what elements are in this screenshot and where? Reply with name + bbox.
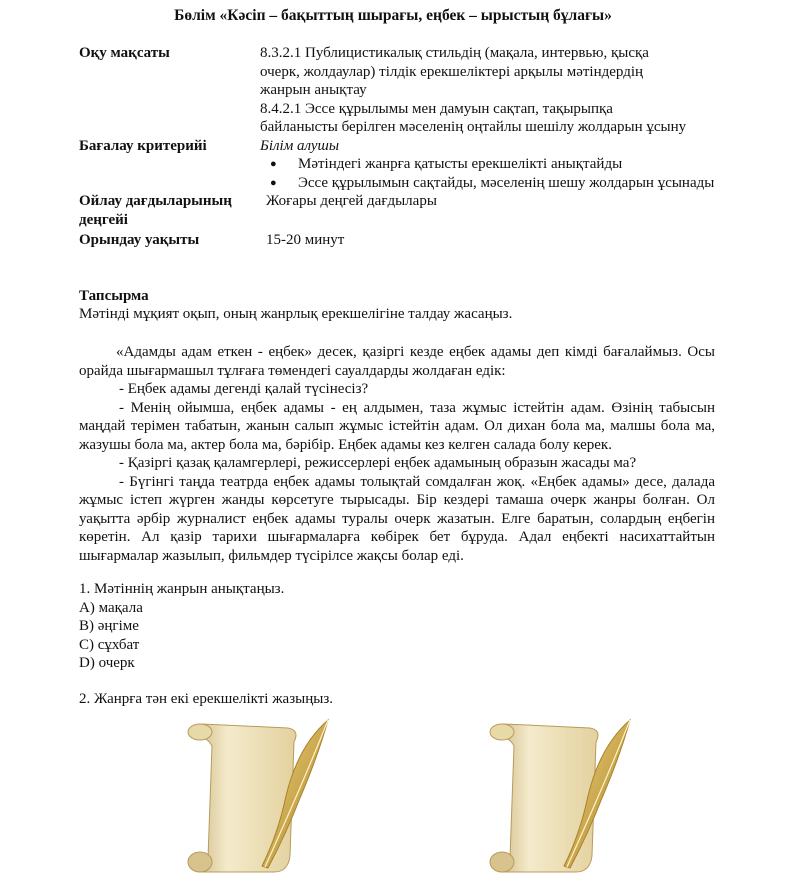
criteria-label: Бағалау критерийі [79, 137, 207, 154]
task-heading: Тапсырма [79, 288, 149, 304]
option-a: A) мақала [79, 599, 143, 616]
interview-text [79, 343, 715, 565]
objective-line: 8.3.2.1 Публицистикалық стильдің (мақала, интервью, қысқа [260, 45, 649, 61]
objective-row [79, 44, 719, 137]
option-c: C) сұхбат [79, 636, 140, 653]
objective-line: очерк, жолдаулар) тілдік ерекшеліктері арқылы мәтіндердің [260, 63, 644, 80]
question-1-text: 1. Мәтіннің жанрын анықтаңыз. [79, 581, 285, 597]
thinking-row [79, 192, 719, 229]
lesson-meta-table [79, 44, 719, 250]
criteria-row [79, 137, 719, 193]
story-paragraph: - Қазіргі қазақ қаламгерлері, режиссерлері еңбек адамының образын жасады ма? [119, 455, 637, 471]
thinking-label: Ойлау дағдыларының деңгейі [79, 193, 232, 228]
criteria-intro: Білім алушы [260, 137, 340, 154]
criteria-list [260, 155, 719, 192]
scroll-quill-icon [480, 716, 640, 886]
option-b: B) әңгіме [79, 618, 139, 634]
time-value: 15-20 минут [266, 232, 345, 248]
time-row [79, 229, 719, 250]
story-paragraph: - Еңбек адамы дегенді қалай түсінесіз? [119, 381, 369, 397]
scroll-quill-icon [178, 716, 338, 886]
criteria-item: ● Эссе құрылымын сақтайды, мәселенің шешу жолдарын ұсынады [298, 174, 719, 193]
criteria-item: ● Мәтіндегі жанрға қатысты ерекшелікті анықтайды [298, 155, 719, 174]
objective-line: байланысты берілген мәселенің оңтайлы шешілу жолдарын ұсыну [260, 119, 687, 135]
section-title: Бөлім «Кәсіп – бақыттың шырағы, еңбек – ырыстың бұлағы» [174, 7, 612, 24]
question-1 [79, 580, 284, 673]
story-paragraph: «Адамды адам еткен - еңбек» десек, қазіргі кезде еңбек адамы деп кімді бағалаймыз. Осы орайда шығармашыл тұлғаға төмендегі сауалдарды жолдаған едік: [79, 344, 715, 379]
objective-label: Оқу мақсаты [79, 45, 170, 61]
criteria-value [260, 137, 719, 193]
option-d: D) очерк [79, 655, 135, 671]
thinking-value: Жоғары деңгей дағдылары [266, 193, 437, 209]
objective-value [260, 44, 719, 137]
task-instruction: Мәтінді мұқият оқып, оның жанрлық ерекшелігіне талдау жасаңыз. [79, 306, 513, 322]
story-paragraph: - Менің ойымша, еңбек адамы - ең алдымен, таза жұмыс істейтін адам. Өзінің табысын маңдай терімен табатын, жанын салып жұмыс істейтін адам. Ол дихан бола ма, малшы бола ма, жазушы бола ма, актер бола ма, бәрібір. Еңбек адамы кез келген салада болу керек. [79, 399, 715, 453]
question-2-text: 2. Жанрға тән екі ерекшелікті жазыңыз. [79, 691, 333, 707]
objective-line: жанрын анықтау [260, 82, 367, 98]
story-paragraph: - Бүгінгі таңда театрда еңбек адамы толықтай сомдалған жоқ. «Еңбек адамы» десе, далада жұмыс істеп жүрген жанды көрсетуге тырысады. Бір кездері тамаша очерк жанры болған. Ол уақытта әрбір журналист еңбек адамы туралы очерк жазатын. Елге баратын, солардың еңбегін көретін. Ал қазір тарихи шығармаларға көбірек бет бұруда. Адал еңбекті насихаттайтын шығармалар жазылып, фильмдер түсірілсе жақсы болар еді. [79, 473, 715, 564]
objective-line: 8.4.2.1 Эссе құрылымы мен дамуын сақтап, тақырыпқа [260, 100, 613, 117]
time-label: Орындау уақыты [79, 232, 200, 248]
